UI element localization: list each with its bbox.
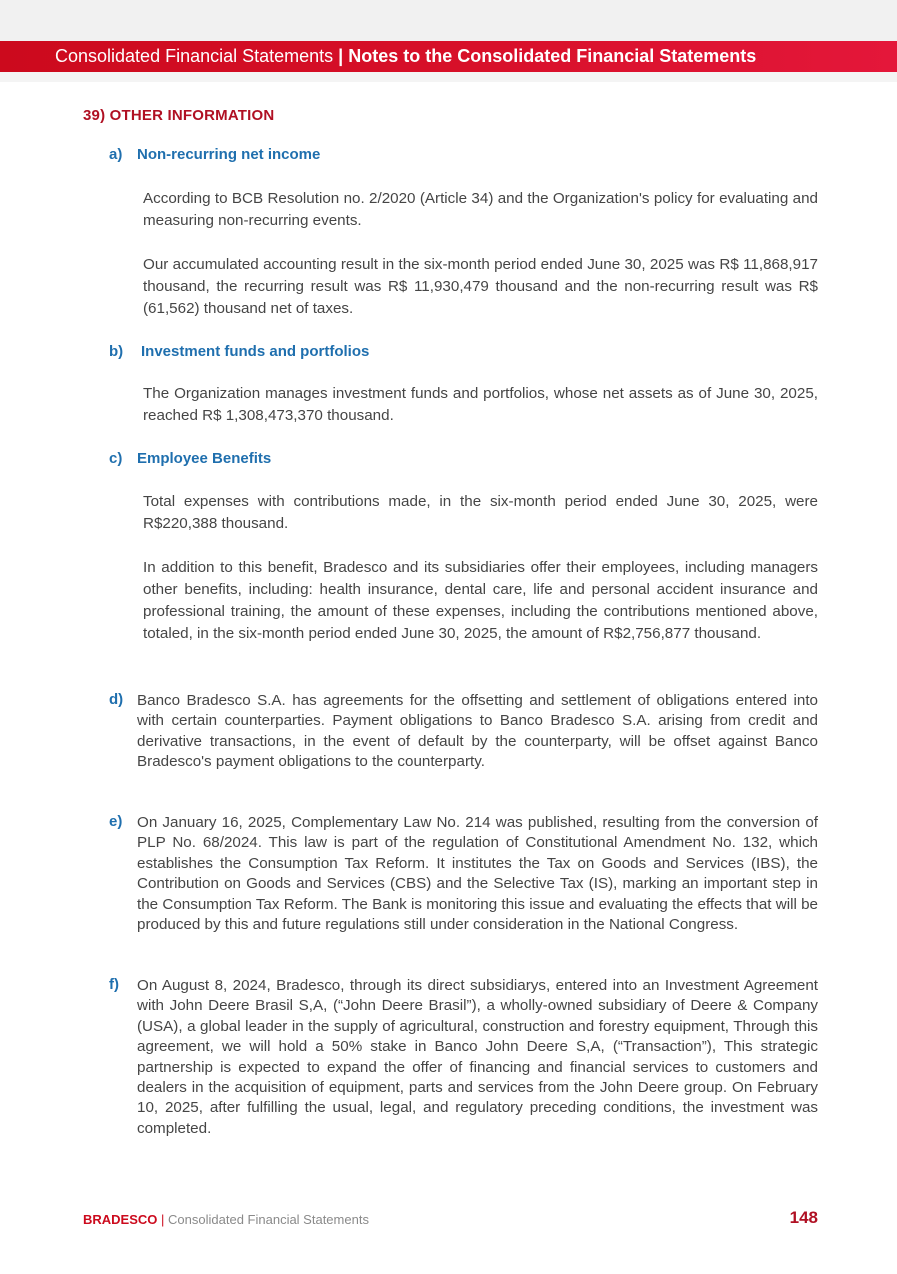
header-shadow — [0, 72, 897, 82]
subsection-letter: a) — [109, 146, 123, 163]
paragraph: The Organization manages investment funds and portfolios, whose net assets as of June 30, 2025, reached R$ 1,308,473,370 thousand. — [143, 385, 818, 424]
section-title-text: OTHER INFORMATION — [109, 107, 275, 124]
page-number: 148 — [789, 1208, 818, 1227]
subsection-letter: c) — [109, 450, 123, 467]
list-item-text: On January 16, 2025, Complementary Law No. 214 was published, resulting from the conversion of PLP No. 68/2024. This law is part of the regulation of Constitutional Amendment No. 132, which establishes the Consumption Tax Reform. It institutes the Tax on Goods and Services (IBS), the Contribution on Goods and Services (CBS) and the Selective Tax (IS), marking an important step in the Consumption Tax Reform. The Bank is monitoring this issue and evaluating the effects that will be produced by this and future regulations still under consideration in the National Congress. — [137, 814, 818, 934]
paragraph: Our accumulated accounting result in the six-month period ended June 30, 2025 was R$ 11,868,917 thousand, the recurring result was R$ 11,930,479 thousand and the non-recurring result was R$ (61,562) thousand net of taxes. — [143, 256, 818, 317]
paragraph: Total expenses with contributions made, in the six-month period ended June 30, 2025, were R$220,388 thousand. — [143, 493, 818, 532]
header-bar — [0, 41, 897, 72]
footer-separator: | — [161, 1212, 165, 1227]
subsection-heading-c — [109, 450, 271, 467]
list-item-text: Banco Bradesco S.A. has agreements for the offsetting and settlement of obligations entered into with certain counterparties. Payment obligations to Banco Bradesco S.A. arising from credit and derivative transactions, in the event of default by the counterparty, will be offset against Banco Bradesco's payment obligations to the counterparty. — [137, 692, 818, 771]
list-item-letter: e) — [109, 813, 123, 830]
footer-brand: BRADESCO — [83, 1212, 158, 1227]
top-margin — [0, 0, 897, 41]
subsection-heading-a — [109, 146, 320, 163]
footer-document: Consolidated Financial Statements — [168, 1212, 369, 1227]
section-number: 39) — [83, 107, 106, 124]
subsection-letter: b) — [109, 343, 124, 360]
footer — [83, 1212, 369, 1227]
subsection-title: Investment funds and portfolios — [141, 343, 370, 360]
header-section: Consolidated Financial Statements — [55, 46, 334, 66]
subsection-title: Non-recurring net income — [137, 146, 321, 163]
subsection-title: Employee Benefits — [137, 450, 272, 467]
paragraph: According to BCB Resolution no. 2/2020 (Article 34) and the Organization's policy for evaluating and measuring non-recurring events. — [143, 190, 818, 229]
header-text — [55, 41, 756, 72]
section-title — [83, 107, 274, 124]
list-item-letter: f) — [109, 976, 119, 993]
list-item-text: On August 8, 2024, Bradesco, through its direct subsidiarys, entered into an Investment Agreement with John Deere Brasil S,A, (“John Deere Brasil”), a wholly-owned subsidiary of Deere & Company (USA), a global leader in the supply of agricultural, construction and forestry equipment, Through this agreement, we will hold a 50% stake in Banco John Deere S,A, (“Transaction”), This strategic partnership is expected to expand the offer of financing and financial services to customers and dealers in the acquisition of equipment, parts and services from the John Deere group. On February 10, 2025, after fulfilling the usual, legal, and regulatory preceding conditions, the investment was completed. — [137, 977, 818, 1137]
header-title: Notes to the Consolidated Financial Statements — [348, 46, 757, 66]
subsection-heading-b — [109, 343, 369, 360]
list-item-letter: d) — [109, 691, 124, 708]
paragraph: In addition to this benefit, Bradesco and its subsidiaries offer their employees, including managers other benefits, including: health insurance, dental care, life and personal accident insurance and professional training, the amount of these expenses, including the contributions mentioned above, totaled, in the six-month period ended June 30, 2025, the amount of R$2,756,877 thousand. — [143, 559, 818, 642]
header-separator: | — [338, 46, 344, 66]
